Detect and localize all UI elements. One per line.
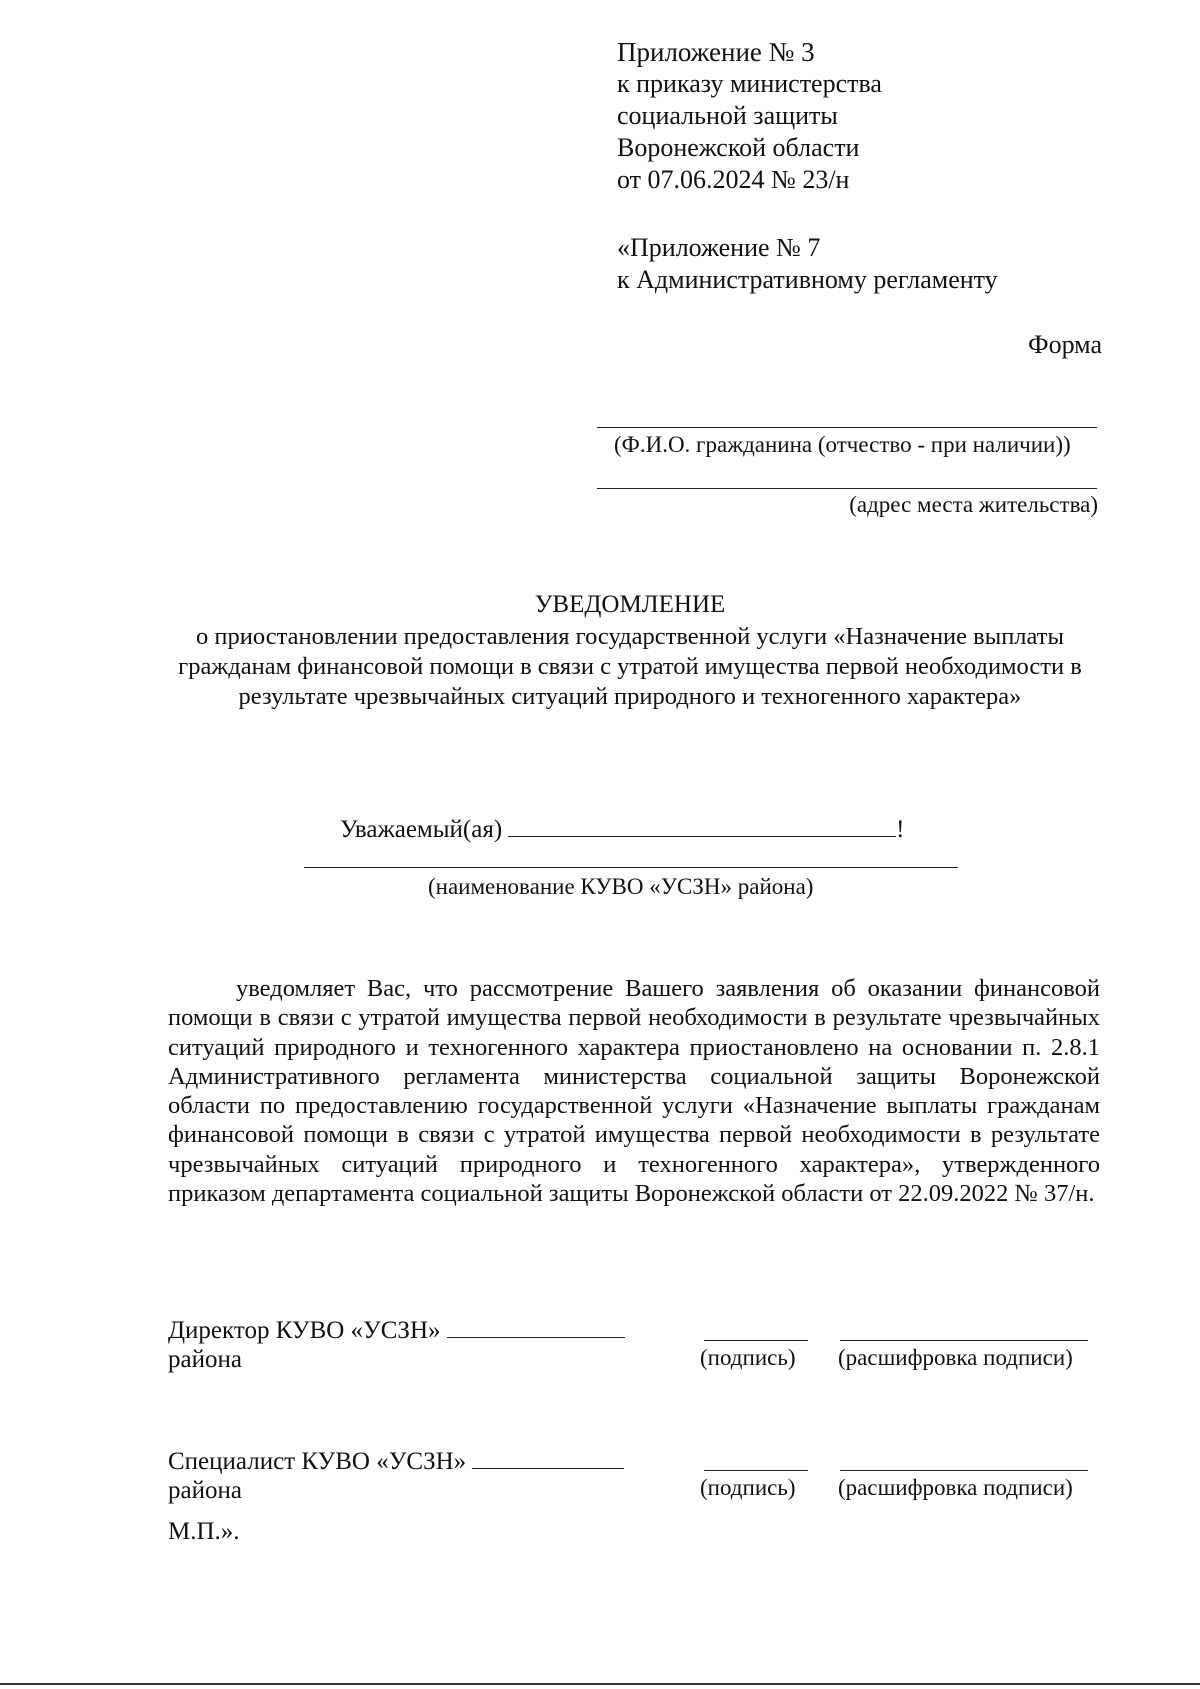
director-signature-line (704, 1340, 808, 1341)
director-decoding-line (840, 1340, 1088, 1341)
annex-line: Воронежской области (617, 133, 860, 162)
recipient-name-line (597, 427, 1097, 428)
greeting-name-blank (508, 814, 896, 837)
greeting-salutation: Уважаемый(ая) (340, 816, 503, 843)
form-label: Форма (1028, 330, 1102, 359)
stamp-placeholder: М.П.». (168, 1518, 240, 1545)
director-decoding-caption: (расшифровка подписи) (838, 1345, 1073, 1370)
notice-subtitle: о приостановлении предоставления государственной услуги «Назначение выплаты гражданам финансовой помощи в связи с утратой имущества первой необходимости в результате чрезвычайных ситуаций природного и техногенного характера» (178, 623, 1082, 710)
specialist-title: Специалист КУВО «УСЗН» (168, 1448, 467, 1475)
specialist-decoding-line (840, 1470, 1088, 1471)
annex-regulation-header (617, 232, 998, 296)
annex-regulation-line: к Административному регламенту (617, 265, 998, 294)
annex-line: от 07.06.2024 № 23/н (617, 165, 850, 194)
page-bottom-edge (0, 1683, 1200, 1685)
director-district: района (168, 1346, 242, 1373)
specialist-signature-label (168, 1446, 624, 1477)
annex-line: социальной защиты (617, 101, 838, 130)
specialist-blank (472, 1446, 624, 1469)
specialist-decoding-caption: (расшифровка подписи) (838, 1475, 1073, 1500)
notice-body-paragraph: уведомляет Вас, что рассмотрение Вашего заявления об оказании финансовой помощи в связи с утратой имущества первой необходимости в результате чрезвычайных ситуаций природного и техногенного характера приостановлено на основании п. 2.8.1 Административного регламента министерства социальной защиты Воронежской области по предоставлению государственной услуги «Назначение выплаты гражданам финансовой помощи в связи с утратой имущества первой необходимости в результате чрезвычайных ситуаций природного и техногенного характера», утвержденного приказом департамента социальной защиты Воронежской области от 22.09.2022 № 37/н. (168, 975, 1100, 1208)
annex-line: Приложение № 3 (617, 37, 815, 67)
recipient-address-caption: (адрес места жительства) (849, 492, 1098, 517)
recipient-name-caption: (Ф.И.О. гражданина (отчество - при наличии)) (614, 432, 1071, 457)
annex-regulation-line: «Приложение № 7 (617, 233, 821, 262)
greeting-exclamation: ! (896, 816, 905, 843)
annex-line: к приказу министерства (617, 69, 882, 98)
org-name-caption: (наименование КУВО «УСЗН» района) (428, 874, 814, 899)
greeting-line (340, 814, 905, 844)
specialist-signature-line (704, 1470, 808, 1471)
recipient-address-line (597, 488, 1097, 489)
specialist-district: района (168, 1477, 242, 1504)
director-signature-caption: (подпись) (700, 1345, 796, 1370)
director-signature-label (168, 1315, 625, 1346)
notice-title: УВЕДОМЛЕНИЕ (534, 591, 726, 618)
annex-header (617, 36, 882, 196)
notice-title-block (150, 590, 1110, 712)
director-title: Директор КУВО «УСЗН» (168, 1317, 441, 1344)
org-name-line (304, 867, 958, 868)
director-blank (447, 1315, 625, 1338)
specialist-signature-caption: (подпись) (700, 1475, 796, 1500)
